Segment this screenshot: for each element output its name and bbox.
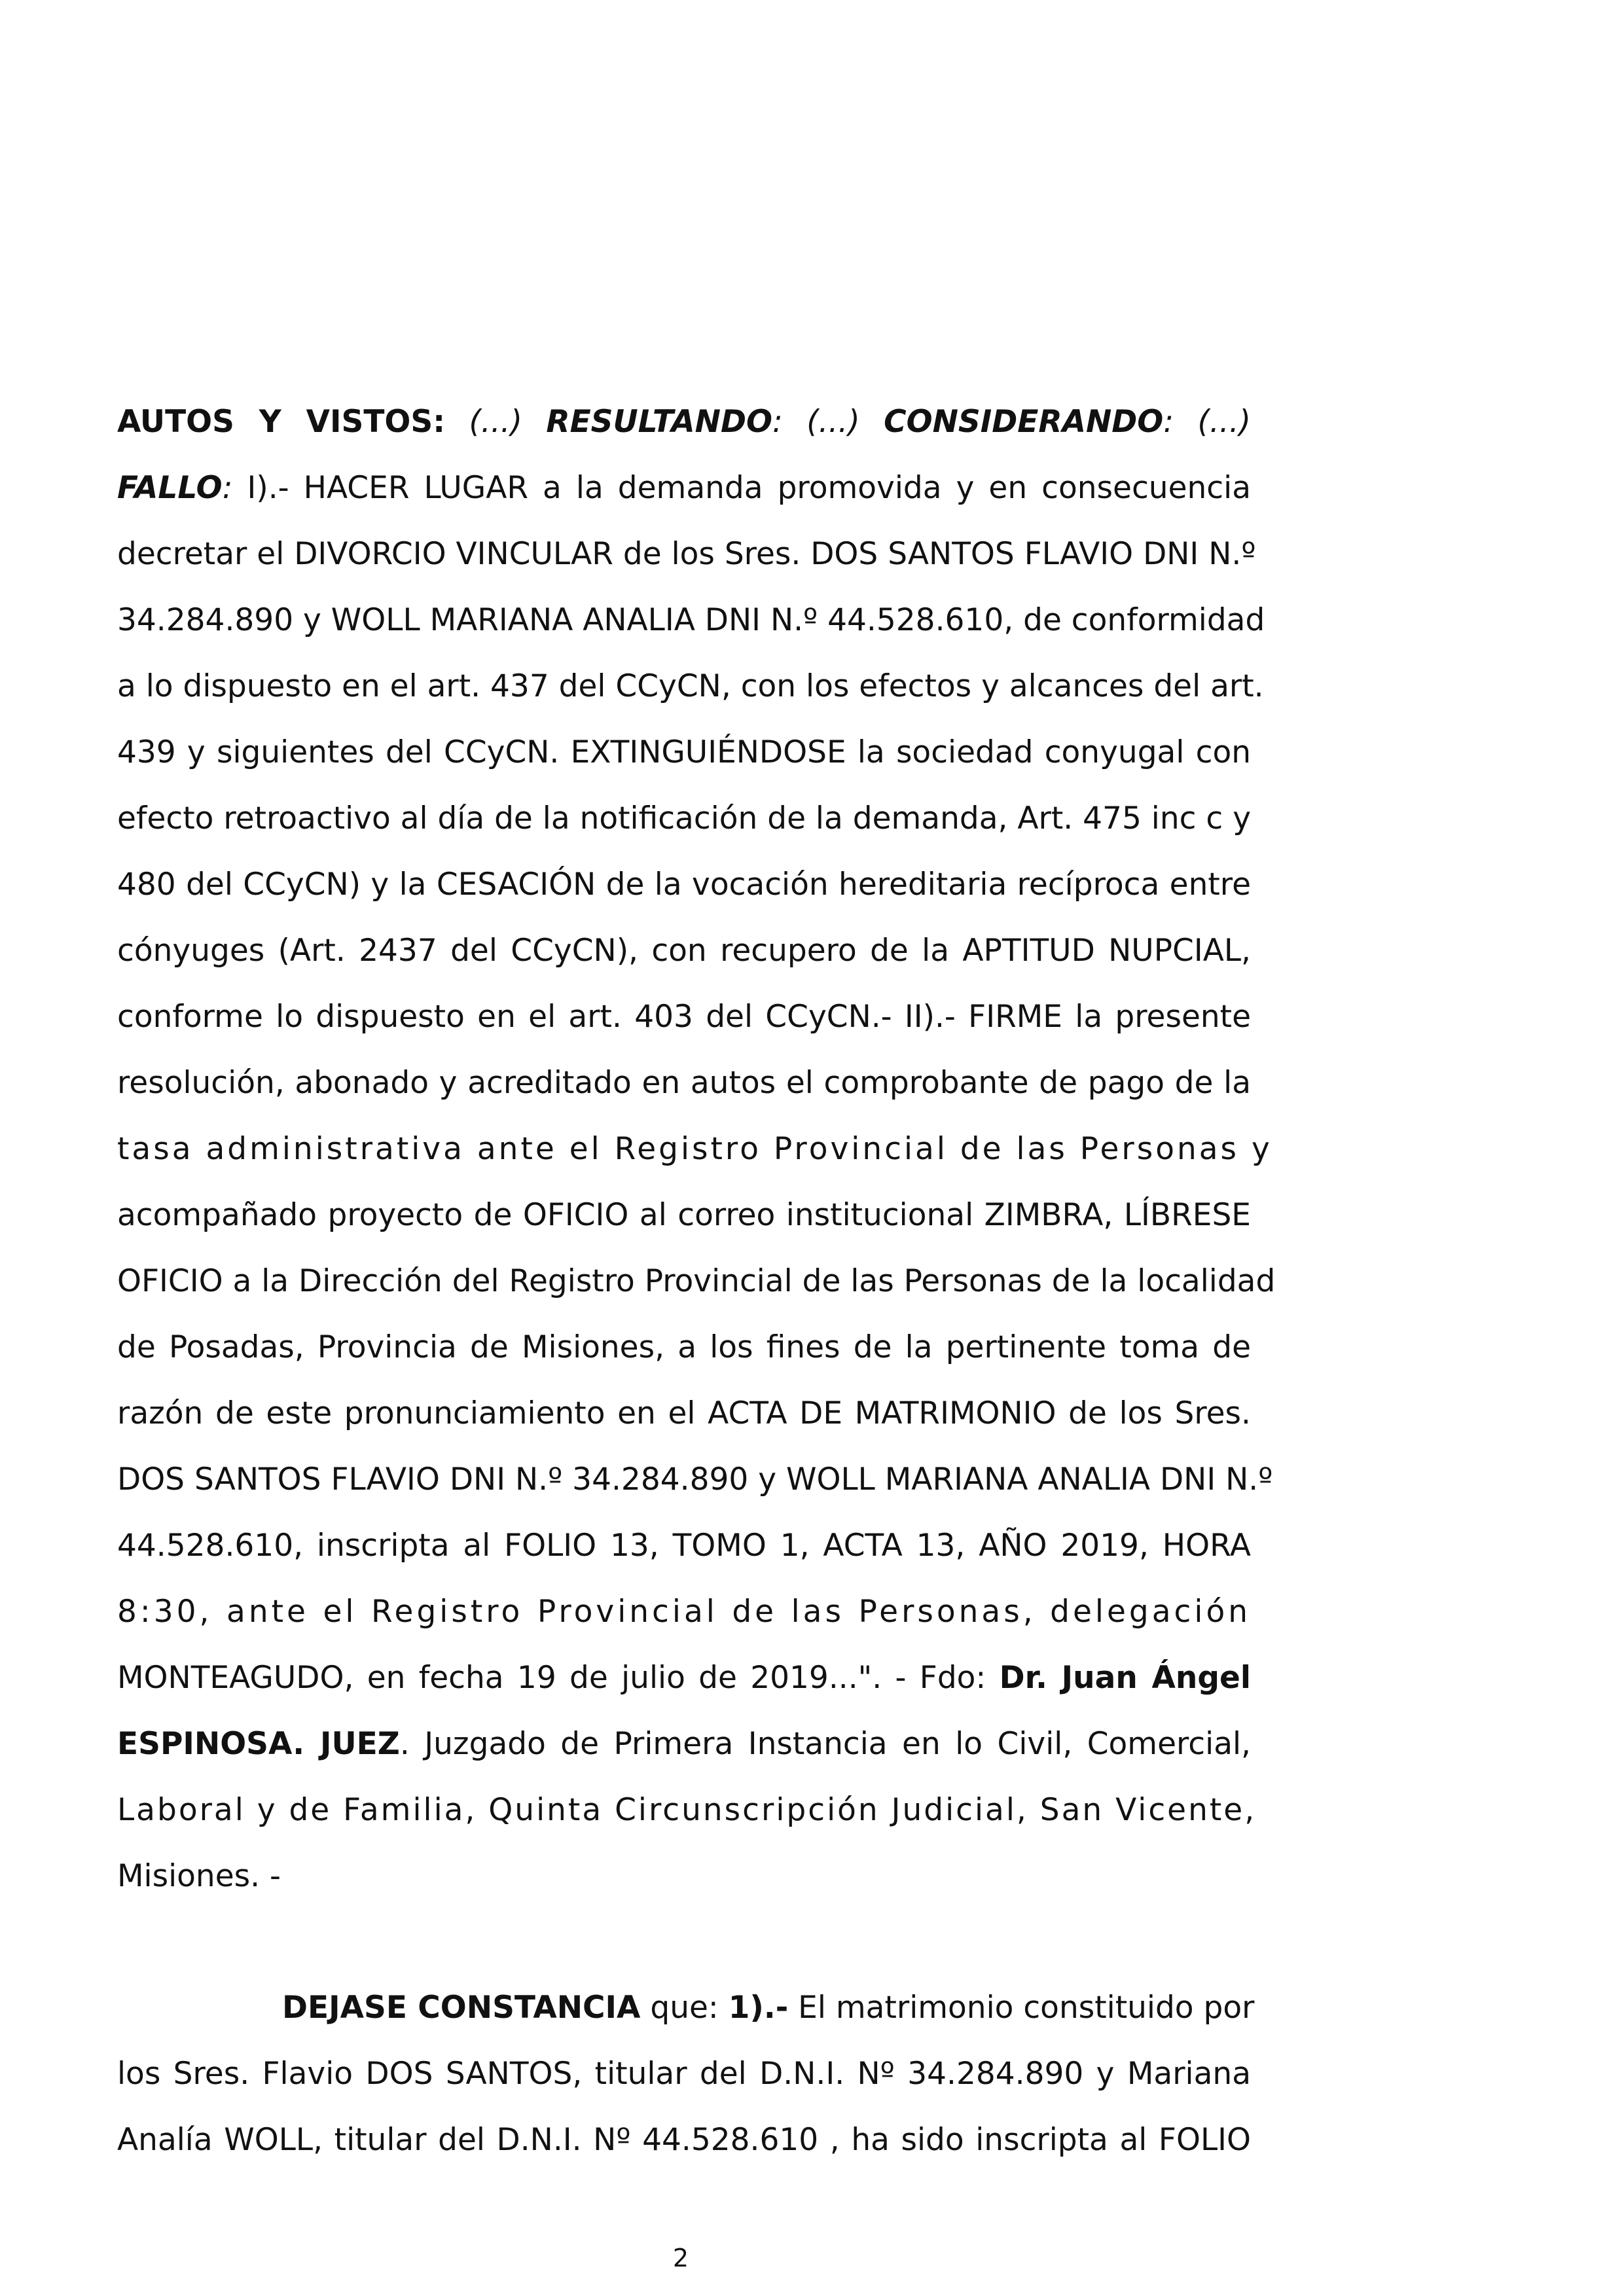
text-line: decretar el DIVORCIO VINCULAR de los Sres. DOS SANTOS FLAVIO DNI N.º	[117, 536, 1256, 572]
text-line: Laboral y de Familia, Quinta Circunscripción Judicial, San Vicente,	[117, 1792, 1257, 1828]
autos-y-vistos-heading: AUTOS Y VISTOS:	[117, 404, 446, 440]
text-line: DOS SANTOS FLAVIO DNI N.º 34.284.890 y WOLL MARIANA ANALIA DNI N.º	[117, 1462, 1273, 1498]
text-line: FALLO: I).- HACER LUGAR a la demanda promovida y en consecuencia	[117, 470, 1251, 506]
text-line: razón de este pronunciamiento en el ACTA DE MATRIMONIO de los Sres.	[117, 1395, 1251, 1431]
paragraph-gap	[117, 1909, 1251, 1975]
text-line: acompañado proyecto de OFICIO al correo institucional ZIMBRA, LÍBRESE	[117, 1197, 1251, 1233]
item-number: 1).-	[728, 1990, 789, 2026]
resultando-heading: RESULTANDO	[546, 404, 772, 440]
judge-name: Dr. Juan Ángel	[999, 1660, 1251, 1696]
dejase-constancia-heading: DEJASE CONSTANCIA	[282, 1990, 641, 2026]
text-line: 8:30, ante el Registro Provincial de las Personas, delegación	[117, 1594, 1251, 1630]
text-line: Analía WOLL, titular del D.N.I. Nº 44.528.610 , ha sido inscripta al FOLIO	[117, 2122, 1251, 2158]
text-line: 34.284.890 y WOLL MARIANA ANALIA DNI N.º 44.528.610, de conformidad	[117, 602, 1265, 638]
text-line: resolución, abonado y acreditado en autos el comprobante de pago de la	[117, 1065, 1251, 1101]
text-line: 480 del CCyCN) y la CESACIÓN de la vocación hereditaria recíproca entre	[117, 867, 1251, 903]
text-line: OFICIO a la Dirección del Registro Provincial de las Personas de la localidad	[117, 1263, 1276, 1299]
fallo-heading: FALLO	[117, 470, 223, 506]
judge-title: ESPINOSA. JUEZ	[117, 1726, 400, 1762]
text-line: efecto retroactivo al día de la notificación de la demanda, Art. 475 inc c y	[117, 800, 1252, 836]
text-line: ESPINOSA. JUEZ. Juzgado de Primera Instancia en lo Civil, Comercial,	[117, 1726, 1251, 1762]
text-line: tasa administrativa ante el Registro Provincial de las Personas y	[117, 1131, 1272, 1167]
considerando-heading: CONSIDERANDO	[884, 404, 1164, 440]
text-line: DEJASE CONSTANCIA que: 1).- El matrimonio constituido por	[282, 1990, 1255, 2026]
page-number: 2	[672, 2244, 689, 2272]
text-line: conforme lo dispuesto en el art. 403 del CCyCN.- II).- FIRME la presente	[117, 999, 1251, 1035]
text-line: de Posadas, Provincia de Misiones, a los fines de la pertinente toma de	[117, 1329, 1251, 1365]
text-line: 439 y siguientes del CCyCN. EXTINGUIÉNDOSE la sociedad conyugal con	[117, 734, 1251, 770]
text-line: 44.528.610, inscripta al FOLIO 13, TOMO 1, ACTA 13, AÑO 2019, HORA	[117, 1528, 1251, 1564]
text-line: cónyuges (Art. 2437 del CCyCN), con recupero de la APTITUD NUPCIAL,	[117, 933, 1251, 969]
text-line: a lo dispuesto en el art. 437 del CCyCN, con los efectos y alcances del art.	[117, 668, 1264, 704]
text-line: los Sres. Flavio DOS SANTOS, titular del D.N.I. Nº 34.284.890 y Mariana	[117, 2056, 1251, 2092]
text-line: Misiones. -	[117, 1858, 281, 1894]
text-line: MONTEAGUDO, en fecha 19 de julio de 2019...". - Fdo: Dr. Juan Ángel	[117, 1660, 1251, 1696]
document-body	[117, 389, 1276, 2173]
text-line: AUTOS Y VISTOS: (...) RESULTANDO: (...) CONSIDERANDO: (...)	[117, 404, 1252, 440]
